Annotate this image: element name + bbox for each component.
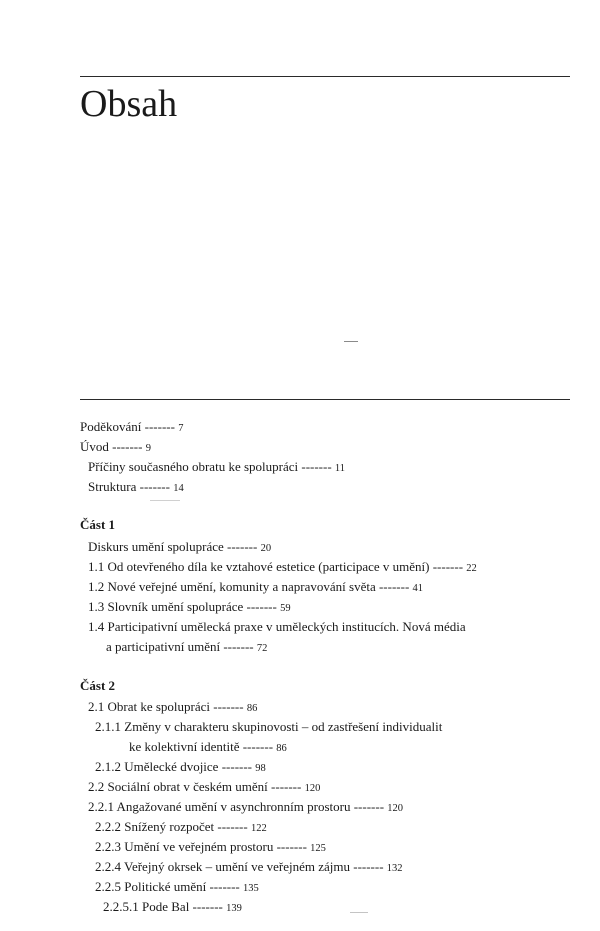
page-number: 7: [178, 423, 184, 434]
toc-entry: 2.2.5 Politické umění ------- 135: [95, 879, 259, 894]
page-number: 122: [250, 823, 267, 834]
toc-entry: 2.2.5.1 Pode Bal ------- 139: [103, 899, 242, 914]
toc-entry: 2.1.1 Změny v charakteru skupinovosti – od zastřešení individualit: [95, 719, 443, 734]
page-number: 125: [310, 843, 326, 854]
toc-entry: 2.2 Sociální obrat v českém umění ------- 120: [88, 779, 321, 794]
toc-entry: 1.3 Slovník umění spolupráce ------- 59: [88, 599, 291, 614]
page-number: 20: [260, 543, 272, 554]
page-number: 139: [226, 903, 242, 914]
page-number: 14: [173, 483, 184, 494]
toc-entry: 1.2 Nové veřejné umění, komunity a napravování světa ------- 41: [88, 579, 424, 594]
toc-entry-continuation: a participativní umění ------- 72: [106, 639, 268, 654]
toc-entry: 2.2.1 Angažované umění v asynchronním prostoru ------- 120: [88, 799, 404, 814]
part-heading: Část 1: [80, 517, 116, 532]
toc-entry-continuation: ke kolektivní identitě ------- 86: [129, 739, 287, 754]
divider-rule: [80, 399, 570, 400]
scan-speck: [344, 341, 358, 342]
page-number: 120: [387, 803, 404, 814]
toc-entry: 1.1 Od otevřeného díla ke vztahové estetice (participace v umění) ------- 22: [88, 559, 477, 574]
page-number: 135: [243, 883, 259, 894]
page-number: 59: [280, 603, 291, 614]
toc-entry: 2.1.2 Umělecké dvojice ------- 98: [95, 759, 266, 774]
toc-entry: 2.1 Obrat ke spolupráci ------- 86: [88, 699, 258, 714]
part-heading: Část 2: [80, 678, 116, 693]
page-number: 132: [386, 863, 403, 874]
top-rule: [80, 76, 570, 77]
page-number: 22: [466, 563, 477, 574]
page-number: 98: [255, 763, 266, 774]
scan-speck: [350, 912, 368, 913]
toc-entry: Diskurs umění spolupráce ------- 20: [88, 539, 272, 554]
toc-entry: Příčiny současného obratu ke spolupráci ------- 11: [88, 459, 346, 474]
toc-entry: 2.2.2 Snížený rozpočet ------- 122: [95, 819, 267, 834]
page-number: 120: [304, 783, 321, 794]
toc-entry: Struktura ------- 14: [88, 479, 184, 494]
toc-entry: Úvod ------- 9: [80, 439, 151, 454]
page-number: 11: [334, 463, 346, 474]
page-title: Obsah: [80, 83, 178, 125]
scan-speck: [150, 500, 180, 501]
page-number: 86: [276, 743, 287, 754]
page-number: 86: [246, 703, 258, 714]
toc-entry: 2.2.3 Umění ve veřejném prostoru ------- 125: [95, 839, 326, 854]
toc-entry: 2.2.4 Veřejný okrsek – umění ve veřejném zájmu ------- 132: [95, 859, 403, 874]
toc-entry: 1.4 Participativní umělecká praxe v uměleckých institucích. Nová média: [88, 619, 466, 634]
toc-entry: Poděkování ------- 7: [80, 419, 184, 434]
page-number: 41: [412, 583, 424, 594]
page-number: 72: [256, 643, 268, 654]
page-number: 9: [145, 443, 151, 454]
